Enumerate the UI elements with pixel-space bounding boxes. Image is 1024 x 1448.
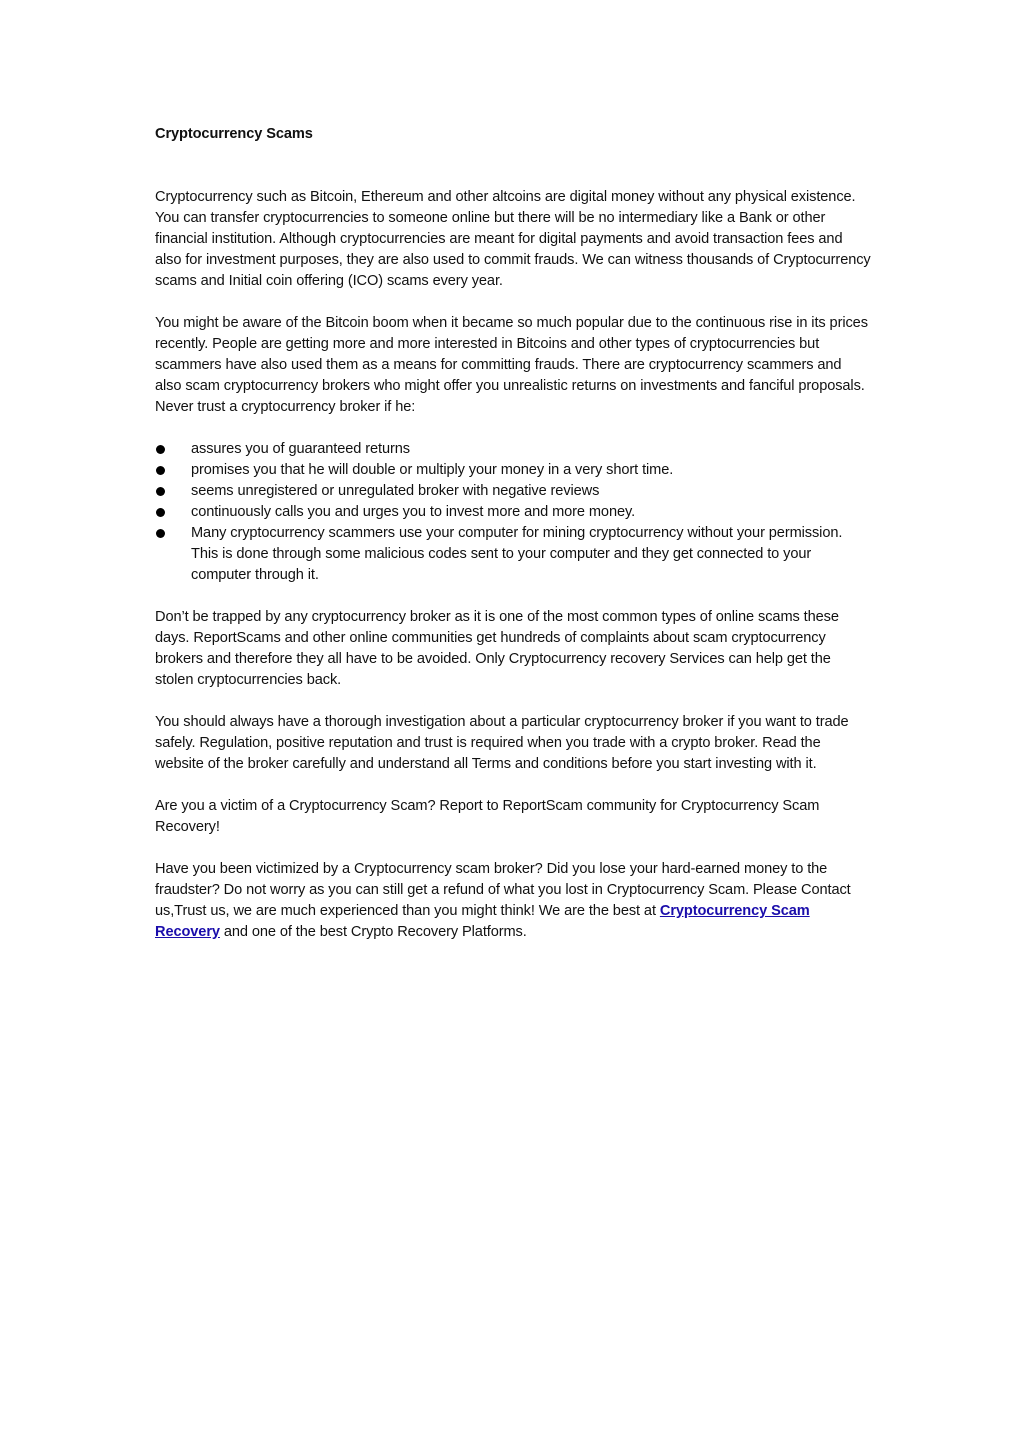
paragraph-closing [155,859,871,943]
paragraph-dont-be-trapped: Don’t be trapped by any cryptocurrency broker as it is one of the most common types of online scams these days. ReportScams and other online communities get hundreds of complaints about scam cryptocurrency brokers and therefore they all have to be avoided. Only Cryptocurrency recovery Services can help get the stolen cryptocurrencies back. [155,609,839,688]
list-item [155,502,871,523]
paragraph-victim-question: Are you a victim of a Cryptocurrency Scam? Report to ReportScam community for Cryptocurrency Scam Recovery! [155,798,820,835]
list-item-text: promises you that he will double or multiply your money in a very short time. [191,462,674,478]
bullet-icon [156,466,165,475]
recovery-link[interactable]: Cryptocurrency Scam Recovery [155,903,810,940]
list-item [155,460,871,481]
list-item-text: continuously calls you and urges you to invest more and more money. [191,504,636,520]
warning-list [155,439,871,586]
paragraph-intro: Cryptocurrency such as Bitcoin, Ethereum and other altcoins are digital money without any physical existence. You can transfer cryptocurrencies to someone online but there will be no intermediary like a Bank or other financial institution. Although cryptocurrencies are meant for digital payments and avoid transaction fees and also for investment purposes, they are also used to commit frauds. We can witness thousands of Cryptocurrency scams and Initial coin offering (ICO) scams every year. [155,189,871,289]
paragraph-bitcoin-boom: You might be aware of the Bitcoin boom when it became so much popular due to the continuous rise in its prices recently. People are getting more and more interested in Bitcoins and other types of cryptocurrencies but scammers have also used them as a means for committing frauds. There are cryptocurrency scammers and also scam cryptocurrency brokers who might offer you unrealistic returns on investments and fanciful proposals. Never trust a cryptocurrency broker if he: [155,315,868,415]
spacer [155,292,871,313]
closing-text-before-link: Have you been victimized by a Cryptocurrency scam broker? Did you lose your hard-earned money to the fraudster? Do not worry as you can still get a refund of what you lost in Cryptocurrency Scam. Please Contact us,Trust us, we are much experienced than you might think! We are the best at [155,861,851,919]
bullet-icon [156,487,165,496]
bullet-icon [156,508,165,517]
list-item-text: seems unregistered or unregulated broker with negative reviews [191,483,600,499]
list-item [155,523,871,586]
list-item-text: assures you of guaranteed returns [191,441,410,457]
spacer [155,838,871,859]
list-item [155,439,871,460]
spacer [155,691,871,712]
spacer [155,586,871,607]
spacer [155,145,871,187]
bullet-icon [156,445,165,454]
bullet-icon [156,529,165,538]
list-item [155,481,871,502]
spacer [155,418,871,439]
list-item-text: Many cryptocurrency scammers use your computer for mining cryptocurrency without your permission. This is done through some malicious codes sent to your computer and they get connected to your computer through it. [191,525,843,583]
closing-text-after-link: and one of the best Crypto Recovery Platforms. [219,924,527,940]
paragraph-investigation: You should always have a thorough investigation about a particular cryptocurrency broker if you want to trade safely. Regulation, positive reputation and trust is required when you trade with a crypto broker. Read the website of the broker carefully and understand all Terms and conditions before you start investing with it. [155,714,849,772]
document-title: Cryptocurrency Scams [155,126,313,142]
spacer [155,775,871,796]
document-body [155,124,871,943]
